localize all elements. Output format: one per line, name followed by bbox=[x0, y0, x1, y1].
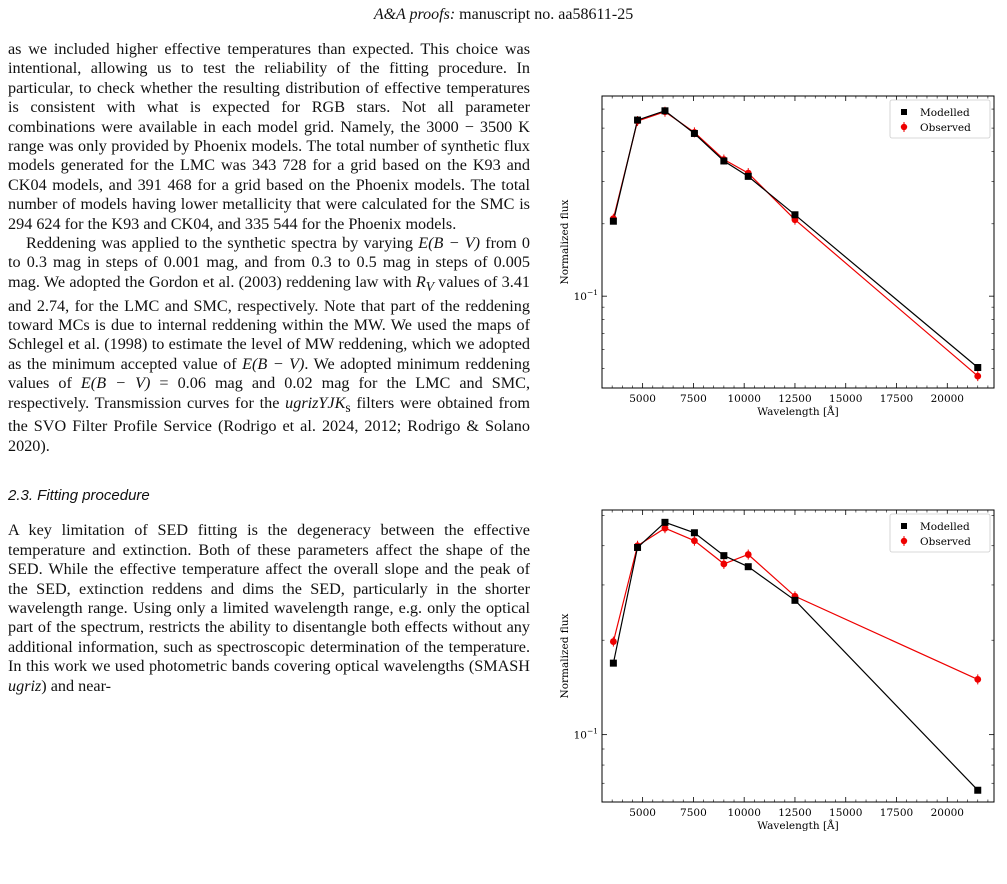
text-column bbox=[8, 40, 530, 696]
data-point-observed bbox=[974, 676, 981, 683]
legend-marker-observed bbox=[901, 124, 907, 130]
ebv-symbol: E(B − V) bbox=[418, 234, 481, 253]
x-tick-label: 7500 bbox=[680, 807, 707, 819]
paragraph-fitting bbox=[8, 521, 530, 696]
manuscript-number: manuscript no. aa58611-25 bbox=[459, 6, 634, 23]
plot-frame bbox=[602, 510, 994, 802]
y-tick-exponent: −1 bbox=[586, 288, 598, 298]
x-tick-label: 17500 bbox=[879, 807, 914, 819]
data-point-modelled bbox=[661, 107, 668, 114]
legend-marker-observed bbox=[901, 538, 907, 544]
series-line-observed bbox=[613, 112, 977, 376]
data-point-modelled bbox=[745, 173, 752, 180]
fitting-text-a: A key limitation of SED fitting is the degeneracy between the effective temperature and extinction. Both of these parameters affect the shape of the SED. While the effective temperature affect the overall slope and the peak of the SED, extinction reddens and dims the SED, particularly in the shorter wavelength range. Using only a limited wavelength range, e.g. only the optical part of the spectrum, restricts the ability to disentangle both effects without any additional information, such as spectroscopic determination of the temperature. In this work we used photometric bands covering optical wavelengths (SMASH bbox=[8, 521, 530, 676]
fitting-text-b: ) and near- bbox=[41, 676, 112, 695]
reddening-text-a: Reddening was applied to the synthetic spectra by varying bbox=[26, 234, 413, 253]
data-point-modelled bbox=[720, 552, 727, 559]
reddening-text-d: . We adopted minimum reddening values of bbox=[8, 354, 531, 393]
plot-frame bbox=[602, 96, 994, 388]
data-point-modelled bbox=[974, 364, 981, 371]
data-point-modelled bbox=[634, 117, 641, 124]
data-point-modelled bbox=[634, 544, 641, 551]
legend-label: Observed bbox=[920, 536, 971, 548]
legend-label: Modelled bbox=[920, 521, 970, 533]
y-tick-label: $10^{-1}$ bbox=[573, 288, 598, 304]
data-point-modelled bbox=[610, 218, 617, 225]
data-point-modelled bbox=[691, 529, 698, 536]
legend-label: Modelled bbox=[920, 107, 970, 119]
sed-plot-top bbox=[558, 86, 1002, 440]
rv-symbol: R bbox=[415, 272, 426, 291]
x-tick-label: 5000 bbox=[629, 807, 656, 819]
x-tick-label: 20000 bbox=[930, 807, 964, 819]
data-point-modelled bbox=[974, 787, 981, 794]
filters-subscript: s bbox=[345, 399, 351, 415]
data-point-modelled bbox=[661, 519, 668, 526]
y-tick-label: $10^{-1}$ bbox=[573, 726, 598, 742]
data-point-observed bbox=[691, 537, 698, 544]
x-tick-label: 15000 bbox=[829, 807, 863, 819]
sed-plot-bottom bbox=[558, 500, 1002, 854]
legend-marker-modelled bbox=[901, 109, 907, 115]
series-line-modelled bbox=[613, 522, 977, 790]
running-header bbox=[0, 6, 1007, 24]
x-tick-label: 12500 bbox=[778, 393, 812, 405]
x-tick-label: 5000 bbox=[629, 393, 656, 405]
data-point-modelled bbox=[610, 660, 617, 667]
data-point-observed bbox=[720, 561, 727, 568]
x-tick-label: 12500 bbox=[778, 807, 812, 819]
data-point-observed bbox=[974, 373, 981, 380]
legend-label: Observed bbox=[920, 122, 971, 134]
legend-marker-modelled bbox=[901, 523, 907, 529]
ebv-symbol: E(B − V) bbox=[242, 354, 305, 373]
reddening-text-f: filters were obtained from the SVO Filter Profile Service (Rodrigo et al. 2024, 2012; Rodrigo & Solano 2020). bbox=[8, 393, 531, 455]
x-axis-label: Wavelength [Å] bbox=[757, 820, 839, 832]
x-tick-label: 17500 bbox=[879, 393, 914, 405]
x-tick-label: 15000 bbox=[829, 393, 863, 405]
data-point-modelled bbox=[720, 157, 727, 164]
reddening-text-c: values of 3.41 and 2.74, for the LMC and SMC, respectively. Note that part of the reddening toward MCs is due to internal reddening within the MW. We used the maps of Schlegel et al. (1998) to estimate the level of MW reddening, which we adopted as the minimum accepted value of bbox=[8, 272, 531, 373]
paragraph-reddening bbox=[8, 234, 530, 456]
y-axis-label: Normalized flux bbox=[559, 613, 571, 699]
y-tick-exponent: −1 bbox=[586, 726, 598, 736]
filters-symbol: ugrizYJK bbox=[285, 393, 346, 412]
data-point-modelled bbox=[691, 130, 698, 137]
paragraph-model-grids: as we included higher effective temperatures than expected. This choice was intentional, allowing us to test the reliability of the fitting procedure. In particular, to check whether the resulting distribution of effective temperatures is consistent with what is expected for RGB stars. Not all parameter combinations were available in each model grid. Namely, the 3000 − 3500 K range was only provided by Phoenix models. The total number of synthetic flux models generated for the LMC was 343 728 for a grid based on the K93 and CK04 models, and 391 468 for a grid based on the Phoenix models. The total number of models having lower metallicity that were calculated for the SMC is 294 624 for the K93 and CK04, and 335 544 for the Phoenix models. bbox=[8, 40, 530, 233]
rv-subscript: V bbox=[425, 279, 434, 295]
journal-name: A&A proofs: bbox=[373, 6, 456, 23]
ebv-symbol: E(B − V) bbox=[80, 374, 151, 393]
data-point-modelled bbox=[745, 563, 752, 570]
y-axis-label: Normalized flux bbox=[559, 199, 571, 285]
data-point-modelled bbox=[791, 597, 798, 604]
x-axis-label: Wavelength [Å] bbox=[757, 406, 839, 418]
x-tick-label: 10000 bbox=[727, 393, 761, 405]
reddening-text-e: = 0.06 mag and 0.02 mag for the LMC and SMC, respectively. Transmission curves for the bbox=[8, 374, 531, 412]
x-tick-label: 10000 bbox=[727, 807, 761, 819]
ugriz-symbol: ugriz bbox=[8, 676, 42, 695]
section-heading: 2.3. Fitting procedure bbox=[8, 487, 150, 504]
x-tick-label: 7500 bbox=[680, 393, 707, 405]
data-point-modelled bbox=[791, 211, 798, 218]
x-tick-label: 20000 bbox=[930, 393, 964, 405]
data-point-observed bbox=[745, 551, 752, 558]
reddening-text-b: from 0 to 0.3 mag in steps of 0.001 mag, and from 0.3 to 0.5 mag in steps of 0.005 mag. We adopted the Gordon et al. (2003) reddening law with bbox=[8, 234, 531, 291]
data-point-observed bbox=[610, 638, 617, 645]
